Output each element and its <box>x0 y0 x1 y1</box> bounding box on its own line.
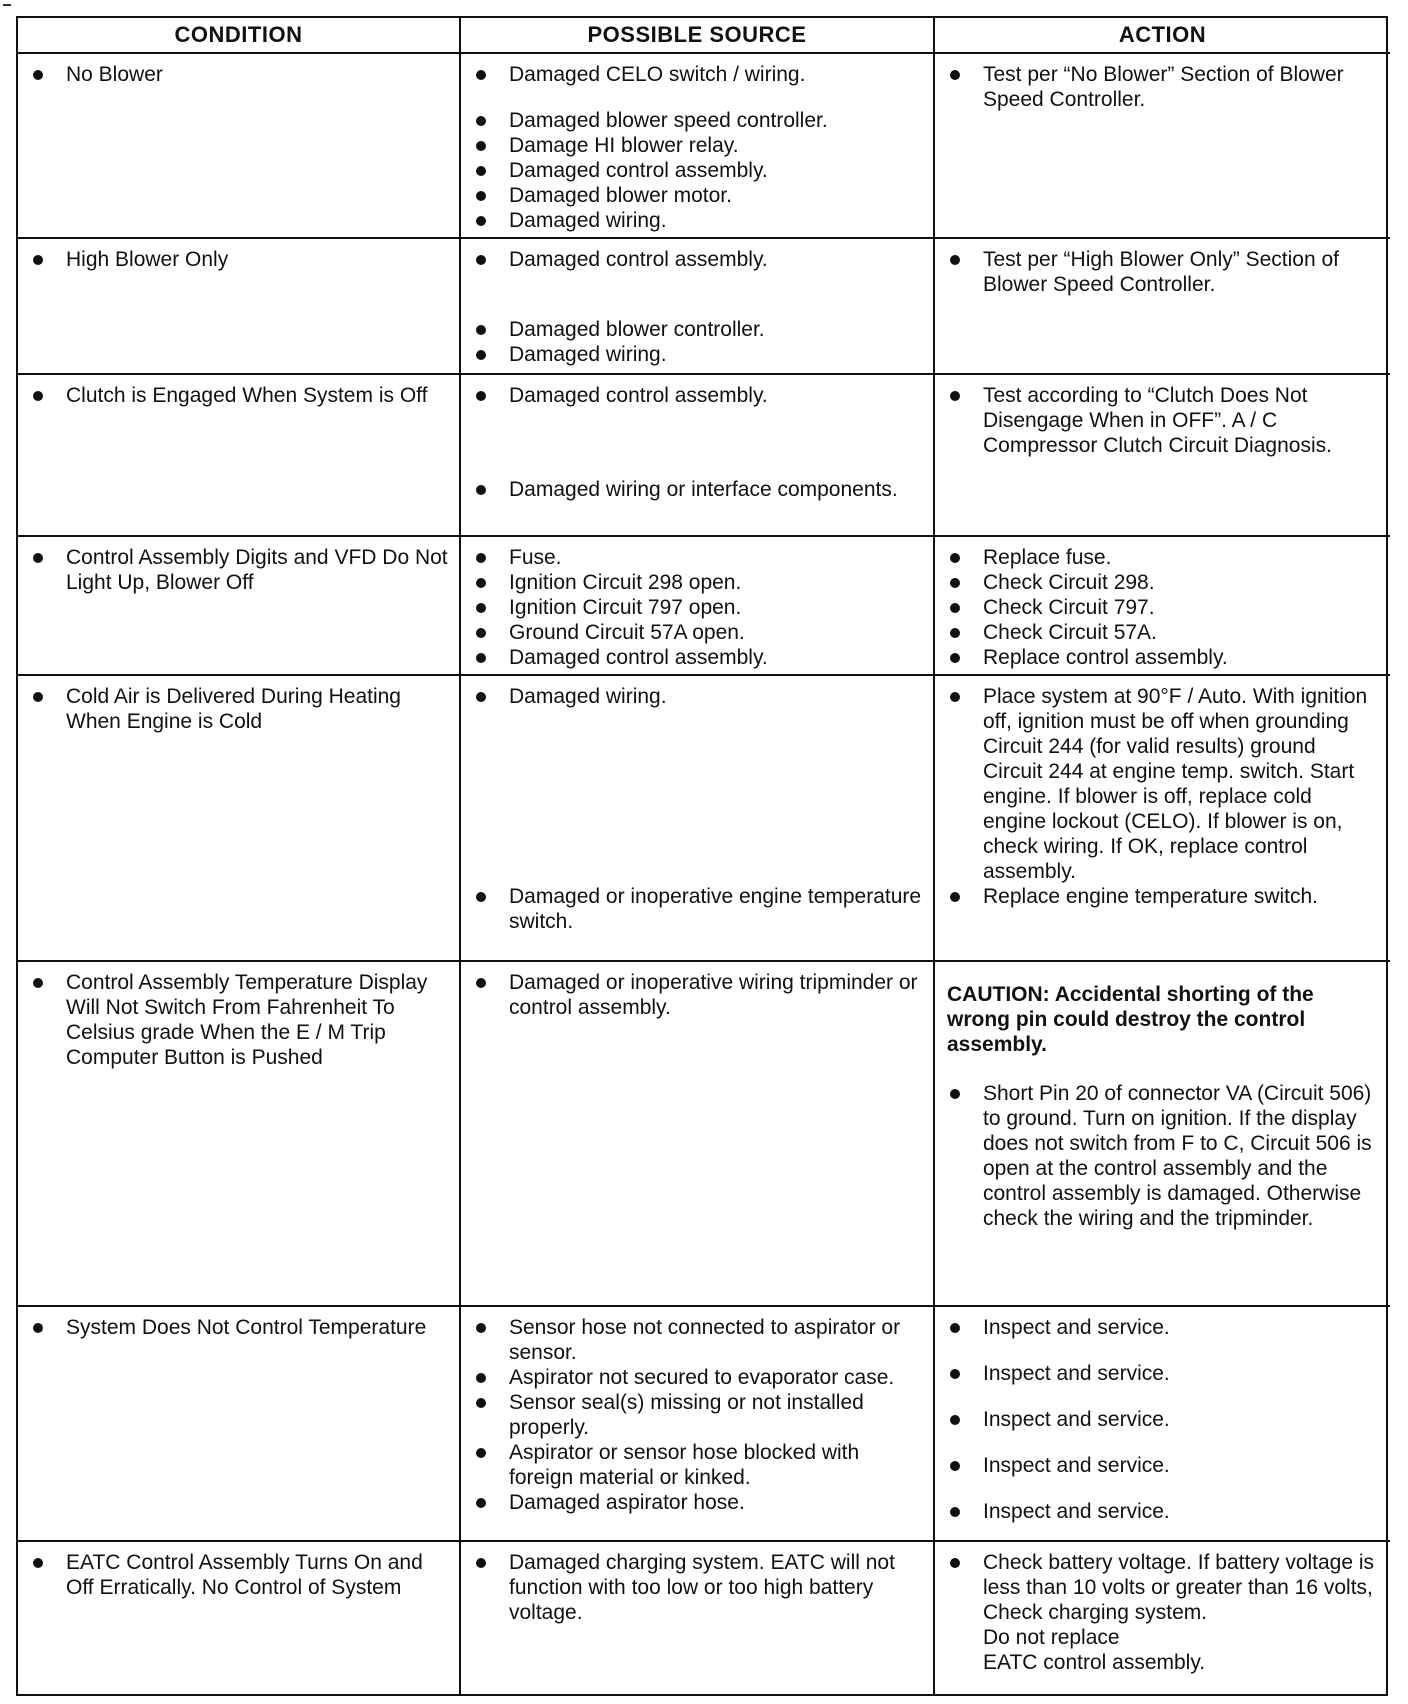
source-header: POSSIBLE SOURCE <box>460 18 934 53</box>
source-item: Damaged or inoperative wiring tripminder or control assembly. <box>471 970 923 1020</box>
source-cell <box>460 1306 934 1541</box>
source-item: Damage HI blower relay. <box>471 133 923 158</box>
source-item: Damaged control assembly. <box>471 158 923 183</box>
action-cell <box>934 53 1390 238</box>
action-item: Inspect and service. <box>945 1499 1380 1524</box>
condition-cell <box>18 1541 460 1694</box>
condition-item: EATC Control Assembly Turns On and Off Erratically. No Control of System <box>28 1550 449 1600</box>
condition-item: Clutch is Engaged When System is Off <box>28 383 449 408</box>
condition-cell <box>18 53 460 238</box>
condition-cell <box>18 374 460 536</box>
action-item: Replace control assembly. <box>945 645 1380 670</box>
source-item: Aspirator not secured to evaporator case. <box>471 1365 923 1390</box>
condition-item: High Blower Only <box>28 247 449 272</box>
condition-item: System Does Not Control Temperature <box>28 1315 449 1340</box>
action-item: Check Circuit 57A. <box>945 620 1380 645</box>
condition-item: Control Assembly Digits and VFD Do Not Light Up, Blower Off <box>28 545 449 595</box>
source-item: Damaged CELO switch / wiring. <box>471 62 923 87</box>
condition-cell <box>18 961 460 1306</box>
source-cell <box>460 961 934 1306</box>
condition-cell <box>18 675 460 961</box>
table-row <box>18 961 1390 1306</box>
action-cell <box>934 536 1390 675</box>
table-row <box>18 238 1390 374</box>
action-item: Inspect and service. <box>945 1453 1380 1478</box>
source-item: Damaged aspirator hose. <box>471 1490 923 1515</box>
action-note: EATC control assembly. <box>983 1651 1206 1674</box>
action-item: Place system at 90°F / Auto. With ignition off, ignition must be off when grounding Circuit 244 (for valid results) ground Circuit 244 at engine temp. switch. Start engine. If blower is off, replace cold engine lockout (CELO). If blower is on, check wiring. If OK, replace control assembly. <box>945 684 1380 884</box>
action-header: ACTION <box>934 18 1390 53</box>
action-item: Inspect and service. <box>945 1315 1380 1340</box>
source-item: Damaged wiring or interface components. <box>471 477 923 502</box>
scan-mark <box>3 4 11 6</box>
condition-header: CONDITION <box>18 18 460 53</box>
source-cell <box>460 374 934 536</box>
table-row <box>18 536 1390 675</box>
source-item: Damaged control assembly. <box>471 645 923 670</box>
source-item: Ignition Circuit 797 open. <box>471 595 923 620</box>
table-row <box>18 675 1390 961</box>
source-item: Damaged charging system. EATC will not function with too low or too high battery voltage. <box>471 1550 923 1625</box>
action-cell <box>934 1541 1390 1694</box>
action-item: Test according to “Clutch Does Not Disengage When in OFF”. A / C Compressor Clutch Circuit Diagnosis. <box>945 383 1380 458</box>
action-cell <box>934 675 1390 961</box>
table-row <box>18 374 1390 536</box>
source-item: Damaged blower speed controller. <box>471 108 923 133</box>
condition-cell <box>18 536 460 675</box>
action-note: Do not replace <box>983 1626 1120 1649</box>
source-item: Fuse. <box>471 545 923 570</box>
source-item: Damaged control assembly. <box>471 247 923 272</box>
action-item: Inspect and service. <box>945 1407 1380 1432</box>
action-item: Short Pin 20 of connector VA (Circuit 506) to ground. Turn on ignition. If the display does not switch from F to C, Circuit 506 is open at the control assembly and the control assembly is damaged. Otherwise check the wiring and the tripminder. <box>945 1081 1380 1231</box>
action-item: Replace engine temperature switch. <box>945 884 1380 909</box>
table-row <box>18 1541 1390 1694</box>
action-cell <box>934 1306 1390 1541</box>
condition-item: Control Assembly Temperature Display Will Not Switch From Fahrenheit To Celsius grade When the E / M Trip Computer Button is Pushed <box>28 970 449 1070</box>
source-item: Damaged control assembly. <box>471 383 923 408</box>
condition-cell <box>18 238 460 374</box>
action-item: Check Circuit 797. <box>945 595 1380 620</box>
source-cell <box>460 53 934 238</box>
source-item: Ground Circuit 57A open. <box>471 620 923 645</box>
condition-item: Cold Air is Delivered During Heating When Engine is Cold <box>28 684 449 734</box>
source-item: Damaged blower controller. <box>471 317 923 342</box>
diagnosis-grid <box>18 18 1390 1694</box>
table-row <box>18 1306 1390 1541</box>
action-cell <box>934 238 1390 374</box>
action-cell <box>934 961 1390 1306</box>
action-item: Inspect and service. <box>945 1361 1380 1386</box>
header-row <box>18 18 1390 53</box>
source-item: Damaged blower motor. <box>471 183 923 208</box>
source-cell <box>460 536 934 675</box>
action-item: Check battery voltage. If battery voltage is less than 10 volts or greater than 16 volts, Check charging system. <box>945 1550 1380 1625</box>
source-item: Aspirator or sensor hose blocked with foreign material or kinked. <box>471 1440 923 1490</box>
source-item: Sensor seal(s) missing or not installed properly. <box>471 1390 923 1440</box>
source-item: Damaged or inoperative engine temperature switch. <box>471 884 923 934</box>
action-cell <box>934 374 1390 536</box>
source-item: Ignition Circuit 298 open. <box>471 570 923 595</box>
troubleshooting-table <box>16 16 1388 1696</box>
source-cell <box>460 238 934 374</box>
action-item: Test per “High Blower Only” Section of Blower Speed Controller. <box>945 247 1380 297</box>
table-row <box>18 53 1390 238</box>
source-item: Damaged wiring. <box>471 342 923 367</box>
action-item: Replace fuse. <box>945 545 1380 570</box>
source-item: Sensor hose not connected to aspirator or sensor. <box>471 1315 923 1365</box>
source-item: Damaged wiring. <box>471 208 923 233</box>
condition-item: No Blower <box>28 62 449 87</box>
condition-cell <box>18 1306 460 1541</box>
source-cell <box>460 1541 934 1694</box>
source-item: Damaged wiring. <box>471 684 923 709</box>
action-item: Check Circuit 298. <box>945 570 1380 595</box>
caution-note: CAUTION: Accidental shorting of the wrong pin could destroy the control assembly. <box>947 983 1314 1056</box>
action-item: Test per “No Blower” Section of Blower Speed Controller. <box>945 62 1380 112</box>
source-cell <box>460 675 934 961</box>
